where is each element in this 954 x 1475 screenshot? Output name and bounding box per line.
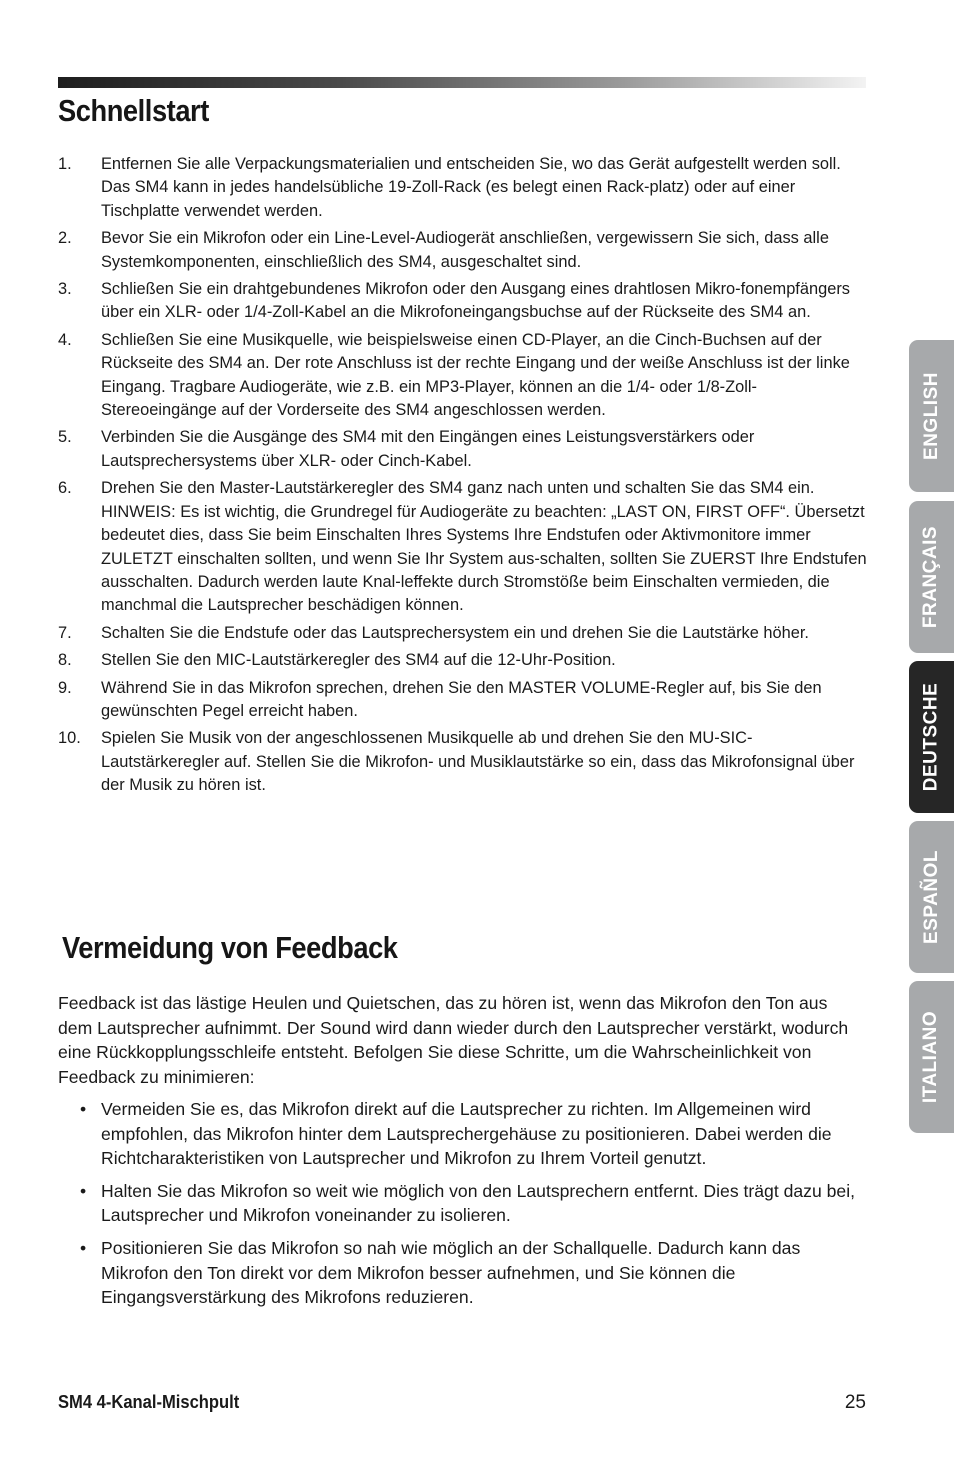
tab-espanol[interactable] bbox=[909, 821, 954, 973]
footer-product-title: SM4 4-Kanal-Mischpult bbox=[58, 1392, 240, 1412]
step-text: Stellen Sie den MIC-Lautstärkeregler des SM4 auf die 12-Uhr-Position. bbox=[101, 651, 616, 670]
step-text: Entfernen Sie alle Verpackungsmaterialien und entscheiden Sie, wo das Gerät aufgestellt werden soll. Das SM4 kann in jedes handelsübliche 19-Zoll-Rack (es belegt einen Rack-platz) oder auf einer Tischplatte verwendet werden. bbox=[101, 155, 841, 220]
tab-label: ESPAÑOL bbox=[920, 850, 942, 944]
bullet-icon: • bbox=[80, 1099, 87, 1119]
step-text: Schließen Sie eine Musikquelle, wie beispielsweise einen CD-Player, an die Cinch-Buchsen auf der Rückseite des SM4 an. Der rote Anschluss ist der rechte Eingang und der weiße Anschluss ist der linke Eingang. Tragbare Audiogeräte, wie z.B. ein MP3-Player, können an die 1/4- oder 1/8-Zoll-Stereoeingänge auf der Vorderseite des SM4 angeschlossen werden. bbox=[101, 330, 850, 420]
section-title-feedback: Vermeidung von Feedback bbox=[62, 930, 398, 965]
tab-english[interactable] bbox=[909, 340, 954, 492]
step-number: 9. bbox=[58, 678, 72, 697]
list-item bbox=[58, 426, 868, 473]
tab-label: FRANÇAIS bbox=[920, 525, 942, 629]
list-item bbox=[58, 1236, 868, 1310]
bullet-text: Vermeiden Sie es, das Mikrofon direkt auf die Lautsprecher zu richten. Im Allgemeinen wird empfohlen, das Mikrofon hinter dem Lautsprechergehäuse zu positionieren. Dabei werden die Richtcharakteristiken von Lautsprecher und Mikrofon zu Ihrem Vorteil genutzt. bbox=[101, 1099, 832, 1169]
step-number: 1. bbox=[58, 155, 72, 173]
page-number: 25 bbox=[844, 1392, 866, 1413]
step-number: 2. bbox=[58, 229, 72, 248]
step-text: Drehen Sie den Master-Lautstärkeregler des SM4 ganz nach unten und schalten Sie das SM4 ein. bbox=[101, 479, 815, 498]
tab-deutsche[interactable] bbox=[909, 661, 954, 813]
step-text: Verbinden Sie die Ausgänge des SM4 mit den Eingängen eines Leistungsverstärkers oder Lautsprechersystems über XLR- oder Cinch-Kabel. bbox=[101, 428, 755, 470]
tab-label: ENGLISH bbox=[920, 372, 942, 460]
tab-francais[interactable] bbox=[909, 501, 954, 653]
step-text: Schließen Sie ein drahtgebundenes Mikrofon oder den Ausgang eines drahtlosen Mikro-fonempfängers über ein XLR- oder 1/4-Zoll-Kabel an die Mikrofoneingangsbuchse auf der Rückseite des SM4 an. bbox=[101, 280, 850, 322]
quickstart-steps-list bbox=[58, 153, 868, 802]
bullet-icon: • bbox=[80, 1180, 87, 1201]
list-item bbox=[58, 622, 868, 645]
list-item bbox=[58, 677, 868, 724]
step-number: 8. bbox=[58, 651, 72, 670]
list-item bbox=[58, 1097, 868, 1171]
step-number: 7. bbox=[58, 623, 72, 642]
list-item bbox=[58, 278, 868, 325]
tab-label: ITALIANO bbox=[920, 1010, 942, 1104]
bullet-text: Halten Sie das Mikrofon so weit wie möglich von den Lautsprechern entfernt. Dies trägt dazu bei, Lautsprecher und Mikrofon voneinander zu isolieren. bbox=[101, 1180, 855, 1226]
list-item bbox=[58, 153, 868, 223]
step-number: 5. bbox=[58, 428, 72, 447]
bullet-text: Positionieren Sie das Mikrofon so nah wie möglich an der Schallquelle. Dadurch kann das Mikrofon den Ton direkt vor dem Mikrofon besser aufnehmen, und Sie können die Eingangsverstärkung des Mikrofons reduzieren. bbox=[101, 1237, 801, 1308]
feedback-intro-paragraph: Feedback ist das lästige Heulen und Quietschen, das zu hören ist, wenn das Mikrofon den Ton aus dem Lautsprecher aufnimmt. Der Sound wird dann wieder durch den Lautsprecher verstärkt, wodurch eine Rückkopplungsschleife entsteht. Befolgen Sie diese Schritte, um die Wahrscheinlichkeit von Feedback zu minimieren: bbox=[58, 993, 849, 1087]
bullet-icon: • bbox=[80, 1237, 87, 1258]
list-item bbox=[58, 477, 868, 617]
step-text: Bevor Sie ein Mikrofon oder ein Line-Level-Audiogerät anschließen, vergewissern Sie sich, dass alle Systemkomponenten, einschließlich des SM4, ausgeschaltet sind. bbox=[101, 229, 829, 271]
list-item bbox=[58, 649, 868, 672]
step-number: 4. bbox=[58, 330, 72, 349]
step-text: Schalten Sie die Endstufe oder das Lautsprechersystem ein und drehen Sie die Lautstärke höher. bbox=[101, 623, 809, 642]
step-note: HINWEIS: Es ist wichtig, die Grundregel für Audiogeräte zu beachten: „LAST ON, FIRST OFF“. Übersetzt bedeutet dies, dass Sie beim Einschalten Ihres Systems Ihre Endstufen oder Aktivmonitore immer ZULETZT einschalten sollten, und wenn Sie Ihr System aus-schalten, sollten Sie ZUERST Ihre Endstufen ausschalten. Dadurch werden laute Knal-leffekte durch Stromstöße beim Einschalten vermieden, die manchmal die Lautsprecher beschädigen können. bbox=[101, 502, 867, 615]
list-item bbox=[58, 1179, 868, 1228]
feedback-tips-list bbox=[58, 1097, 868, 1318]
list-item bbox=[58, 329, 868, 423]
step-number: 10. bbox=[58, 729, 81, 748]
step-text: Während Sie in das Mikrofon sprechen, drehen Sie den MASTER VOLUME-Regler auf, bis Sie den gewünschten Pegel erreicht haben. bbox=[101, 678, 822, 720]
list-item bbox=[58, 727, 868, 797]
tab-italiano[interactable] bbox=[909, 981, 954, 1133]
tab-label: DEUTSCHE bbox=[920, 682, 942, 792]
list-item bbox=[58, 227, 868, 274]
section-title-schnellstart: Schnellstart bbox=[58, 93, 209, 128]
header-gradient-rule bbox=[58, 77, 866, 88]
step-text: Spielen Sie Musik von der angeschlossenen Musikquelle ab und drehen Sie den MU-SIC-Lautstärkeregler auf. Stellen Sie die Mikrofon- und Musiklautstärke so ein, dass das Mikrofonsignal über der Musik zu hören ist. bbox=[101, 729, 855, 795]
step-number: 3. bbox=[58, 280, 72, 299]
step-number: 6. bbox=[58, 479, 72, 498]
